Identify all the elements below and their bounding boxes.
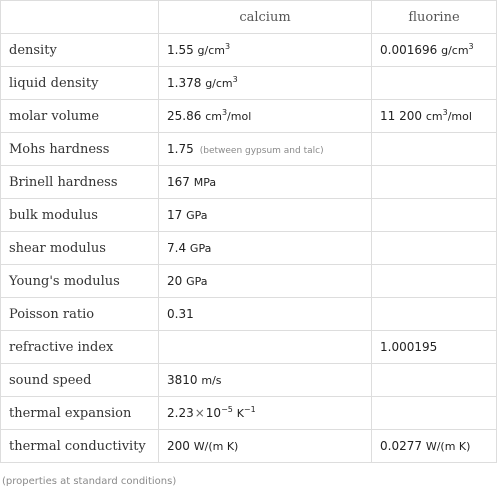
header-row [1, 1, 497, 34]
calcium-value: 167 MPa [159, 166, 372, 199]
calcium-value: 0.31 [159, 298, 372, 331]
row-label: Young's modulus [1, 265, 159, 298]
header-calcium: calcium [159, 1, 372, 34]
table-row [1, 133, 497, 166]
row-label: liquid density [1, 67, 159, 100]
calcium-value: $2.23\times 10^{-5}$ $K^{-1}$ [159, 397, 372, 430]
calcium-value: 25.86 $cm^3$/mol [159, 100, 372, 133]
calcium-value: 7.4 GPa [159, 232, 372, 265]
row-label: sound speed [1, 364, 159, 397]
row-label: Mohs hardness [1, 133, 159, 166]
table-row [1, 331, 497, 364]
table-row [1, 199, 497, 232]
fluorine-value: 1.000195 [372, 331, 497, 364]
table-row [1, 166, 497, 199]
footnote: (properties at standard conditions) [2, 476, 177, 487]
row-label: thermal conductivity [1, 430, 159, 463]
row-label: molar volume [1, 100, 159, 133]
fluorine-value [372, 298, 497, 331]
mohs-note: (between gypsum and talc) [199, 146, 324, 156]
table-row [1, 298, 497, 331]
table-row [1, 232, 497, 265]
fluorine-value: 0.001696 $g/cm^3$ [372, 34, 497, 67]
calcium-value: 17 GPa [159, 199, 372, 232]
table-row [1, 364, 497, 397]
table-row [1, 34, 497, 67]
calcium-value: 20 GPa [159, 265, 372, 298]
fluorine-value [372, 265, 497, 298]
fluorine-value [372, 199, 497, 232]
fluorine-value [372, 232, 497, 265]
fluorine-value [372, 397, 497, 430]
calcium-value: 1.378 $g/cm^3$ [159, 67, 372, 100]
row-label: density [1, 34, 159, 67]
row-label: Brinell hardness [1, 166, 159, 199]
fluorine-value: 0.0277 W/(m K) [372, 430, 497, 463]
calcium-value: 1.55 $g/cm^3$ [159, 34, 372, 67]
row-label: refractive index [1, 331, 159, 364]
fluorine-value [372, 364, 497, 397]
table-row [1, 100, 497, 133]
fluorine-value [372, 166, 497, 199]
table-row [1, 397, 497, 430]
calcium-value: 3810 m/s [159, 364, 372, 397]
fluorine-value [372, 133, 497, 166]
row-label: shear modulus [1, 232, 159, 265]
fluorine-value [372, 67, 497, 100]
header-fluorine: fluorine [372, 1, 497, 34]
row-label: Poisson ratio [1, 298, 159, 331]
calcium-value: 1.75 (between gypsum and talc) [159, 133, 372, 166]
fluorine-value: 11 200 $cm^3$/mol [372, 100, 497, 133]
calcium-value: 200 W/(m K) [159, 430, 372, 463]
row-label: bulk modulus [1, 199, 159, 232]
table-row [1, 430, 497, 463]
row-label: thermal expansion [1, 397, 159, 430]
table-row [1, 265, 497, 298]
header-empty [1, 1, 159, 34]
calcium-value [159, 331, 372, 364]
table-row [1, 67, 497, 100]
